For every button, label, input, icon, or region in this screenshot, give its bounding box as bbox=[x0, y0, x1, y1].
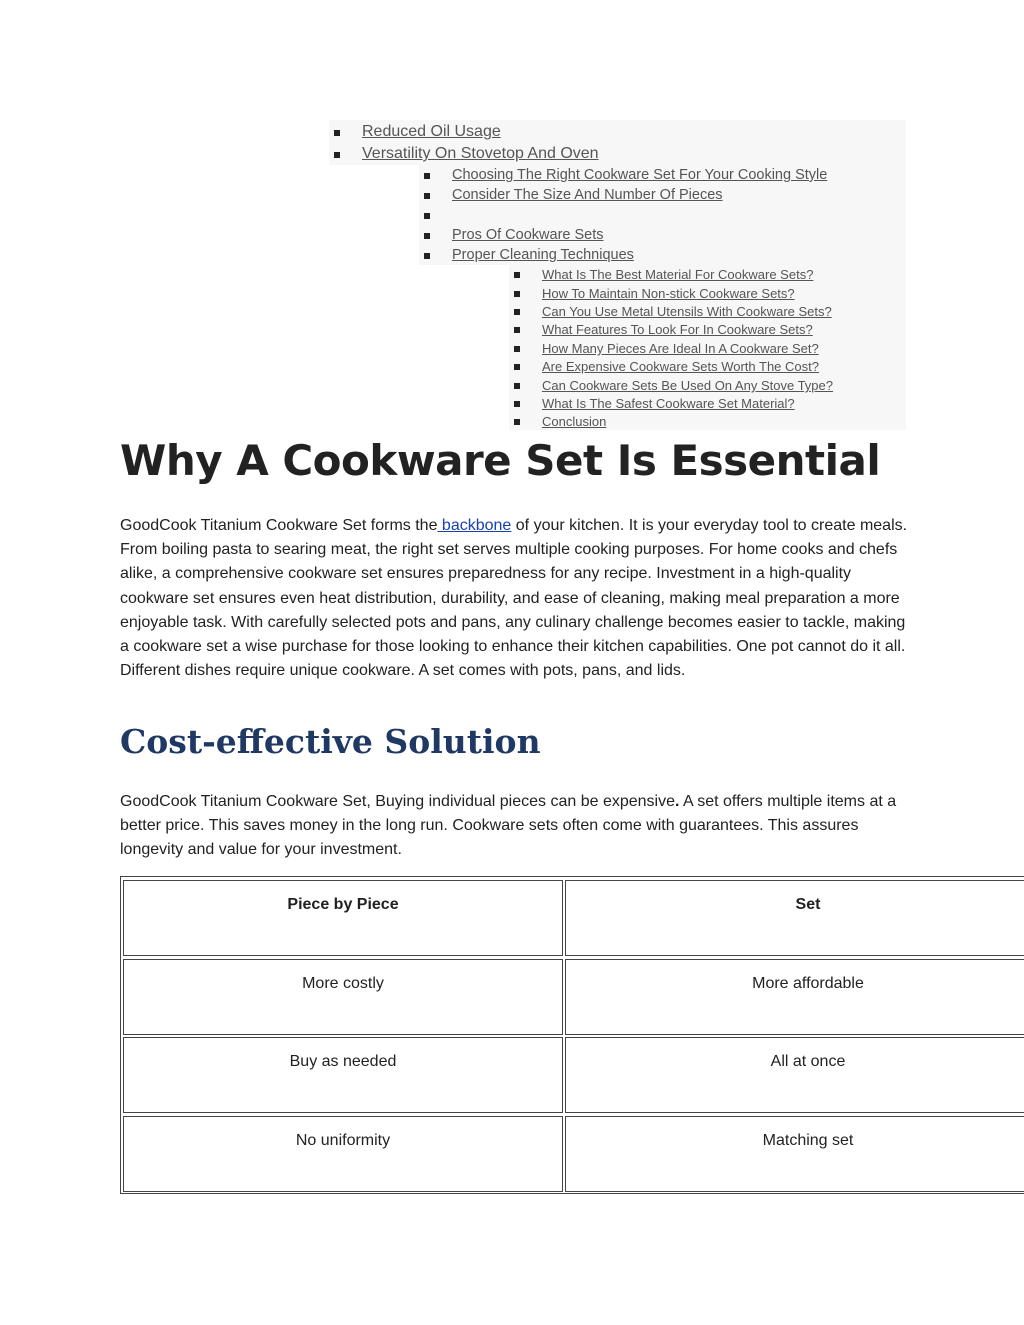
square-bullet-icon bbox=[424, 253, 430, 259]
paragraph-text: of your kitchen. It is your everyday tool to create meals. From boiling pasta to searing meat, the right set serves multiple cooking purposes. For home cooks and chefs alike, a comprehensive cookware set ensures preparedness for any recipe. Investment in a high-quality cookware set ensures even heat distribution, durability, and ease of cleaning, making meal preparation a more enjoyable task. With carefully selected pots and pans, any culinary challenge becomes easier to tackle, making a cookware set a wise purchase for those looking to enhance their kitchen capabilities. One pot cannot do it all. Different dishes require unique cookware. A set comes with pots, pans, and lids. bbox=[120, 517, 908, 680]
toc-link[interactable]: Are Expensive Cookware Sets Worth The Cost? bbox=[542, 359, 819, 374]
toc-link[interactable]: How To Maintain Non-stick Cookware Sets? bbox=[542, 286, 795, 301]
square-bullet-icon bbox=[334, 152, 340, 158]
square-bullet-icon bbox=[514, 364, 520, 370]
body-paragraph bbox=[120, 790, 910, 863]
toc-link[interactable]: How Many Pieces Are Ideal In A Cookware Set? bbox=[542, 341, 819, 356]
toc-link[interactable]: Consider The Size And Number Of Pieces bbox=[452, 187, 723, 203]
square-bullet-icon bbox=[514, 346, 520, 352]
toc-link[interactable]: Choosing The Right Cookware Set For Your Cooking Style bbox=[452, 167, 828, 183]
toc-link[interactable]: Pros Of Cookware Sets bbox=[452, 227, 604, 243]
toc-link[interactable]: Proper Cleaning Techniques bbox=[452, 247, 634, 263]
square-bullet-icon bbox=[514, 419, 520, 425]
toc-link[interactable]: Reduced Oil Usage bbox=[362, 123, 501, 140]
square-bullet-icon bbox=[514, 327, 520, 333]
square-bullet-icon bbox=[514, 309, 520, 315]
table-cell: All at once bbox=[565, 1037, 1024, 1113]
square-bullet-icon bbox=[424, 193, 430, 199]
table-cell: More costly bbox=[123, 959, 563, 1035]
toc-link[interactable]: What Is The Safest Cookware Set Material? bbox=[542, 396, 795, 411]
square-bullet-icon bbox=[514, 401, 520, 407]
toc-link[interactable]: Can You Use Metal Utensils With Cookware Sets? bbox=[542, 304, 832, 319]
table-header-cell: Piece by Piece bbox=[123, 880, 563, 956]
toc-indent-space bbox=[419, 265, 509, 430]
paragraph-text: A set offers multiple items at a better price. This saves money in the long run. Cookware sets often come with guarantees. This assures longevity and value for your investment. bbox=[120, 793, 897, 859]
square-bullet-icon bbox=[424, 173, 430, 179]
square-bullet-icon bbox=[514, 291, 520, 297]
square-bullet-icon bbox=[424, 213, 430, 219]
table-cell: More affordable bbox=[565, 959, 1024, 1035]
table-cell: Buy as needed bbox=[123, 1037, 563, 1113]
section-heading: Why A Cookware Set Is Essential bbox=[120, 436, 881, 485]
table-cell: Matching set bbox=[565, 1116, 1024, 1192]
section-subheading: Cost-effective Solution bbox=[120, 722, 541, 761]
backbone-link[interactable]: backbone bbox=[437, 517, 512, 534]
table-cell: No uniformity bbox=[123, 1116, 563, 1192]
paragraph-text: GoodCook Titanium Cookware Set, Buying individual pieces can be expensive bbox=[120, 793, 675, 810]
toc-link[interactable]: Conclusion bbox=[542, 414, 607, 429]
paragraph-text-bold: . bbox=[674, 793, 680, 810]
comparison-table bbox=[120, 876, 1024, 1194]
square-bullet-icon bbox=[514, 383, 520, 389]
paragraph-text: GoodCook Titanium Cookware Set forms the bbox=[120, 517, 438, 534]
square-bullet-icon bbox=[514, 272, 520, 278]
square-bullet-icon bbox=[424, 233, 430, 239]
table-header-cell: Set bbox=[565, 880, 1024, 956]
body-paragraph bbox=[120, 514, 910, 683]
toc-indent-space bbox=[329, 165, 419, 430]
toc-link[interactable]: Versatility On Stovetop And Oven bbox=[362, 145, 599, 162]
toc-link[interactable]: What Is The Best Material For Cookware Sets? bbox=[542, 267, 814, 282]
square-bullet-icon bbox=[334, 130, 340, 136]
toc-link[interactable]: What Features To Look For In Cookware Sets? bbox=[542, 322, 813, 337]
toc-link[interactable]: Can Cookware Sets Be Used On Any Stove Type? bbox=[542, 378, 833, 393]
